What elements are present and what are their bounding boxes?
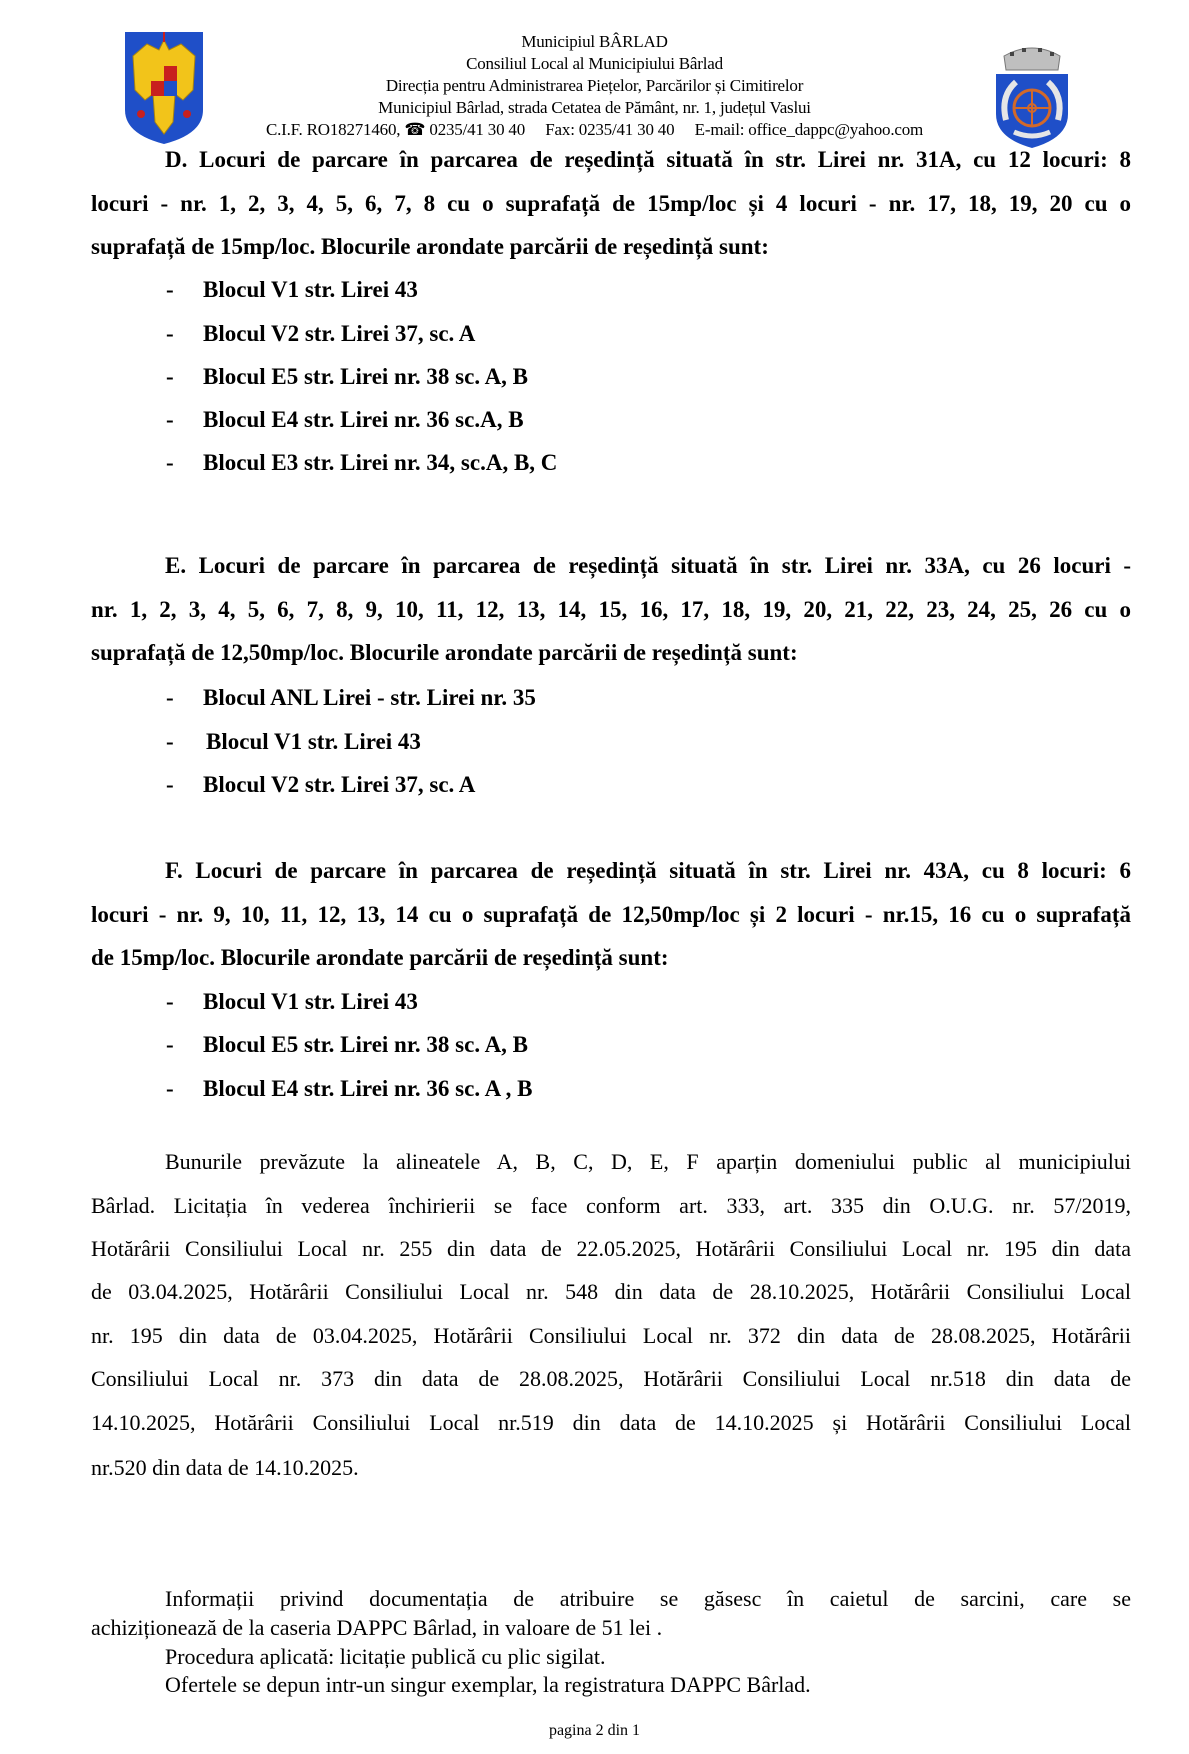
info-line-2: achiziționează de la caseria DAPPC Bârlad, in valoare de 51 lei . — [91, 1615, 663, 1640]
legal-paragraph-line: Hotărârii Consiliului Local nr. 255 din data de 22.05.2025, Hotărârii Consiliului Local nr. 195 din data — [91, 1236, 1131, 1261]
legal-paragraph-line: de 03.04.2025, Hotărârii Consiliului Local nr. 548 din data de 28.10.2025, Hotărârii Consiliului Local — [91, 1279, 1131, 1304]
section-d-line-2: locuri - nr. 1, 2, 3, 4, 5, 6, 7, 8 cu o suprafață de 15mp/loc și 4 locuri - nr. 17, 18, 19, 20 cu o — [91, 191, 1131, 216]
procedure-text: Procedura aplicată: licitație publică cu plic sigilat. — [165, 1644, 606, 1669]
letterhead — [0, 31, 1189, 141]
letterhead-address: Municipiul Bârlad, strada Cetatea de Pământ, nr. 1, județul Vaslui — [378, 98, 811, 117]
legal-paragraph-line: Bunurile prevăzute la alineatele A, B, C, D, E, F aparțin domeniului public al municipiului — [165, 1149, 1131, 1174]
section-e-item: Blocul V2 str. Lirei 37, sc. A — [203, 772, 476, 797]
email-link[interactable]: E-mail: office_dappc@yahoo.com — [694, 120, 924, 139]
letterhead-council: Consiliul Local al Municipiului Bârlad — [466, 54, 723, 73]
section-d-item: Blocul V1 str. Lirei 43 — [203, 277, 418, 302]
legal-paragraph-line: nr.520 din data de 14.10.2025. — [91, 1455, 359, 1480]
fax: Fax: 0235/41 30 40 — [545, 120, 675, 139]
legal-paragraph-line: 14.10.2025, Hotărârii Consiliului Local nr.519 din data de 14.10.2025 și Hotărârii Consiliului Local — [91, 1410, 1131, 1435]
section-d-item: Blocul E4 str. Lirei nr. 36 sc.A, B — [203, 407, 524, 432]
info-line-1: Informații privind documentația de atribuire se găsesc în caietul de sarcini, care se — [165, 1586, 1131, 1611]
offers-text: Ofertele se depun intr-un singur exemplar, la registratura DAPPC Bârlad. — [165, 1672, 811, 1697]
phone: 0235/41 30 40 — [429, 120, 526, 139]
section-f-line-1: F. Locuri de parcare în parcarea de reședință situată în str. Lirei nr. 43A, cu 8 locuri: 6 — [165, 858, 1131, 883]
letterhead-municipality: Municipiul BÂRLAD — [521, 32, 668, 51]
section-f-item: Blocul V1 str. Lirei 43 — [203, 989, 418, 1014]
section-e-line-1: E. Locuri de parcare în parcarea de reședință situată în str. Lirei nr. 33A, cu 26 locuri - — [165, 553, 1131, 578]
letterhead-contacts — [0, 119, 1189, 141]
page-number: pagina 2 din 1 — [548, 1722, 641, 1739]
bullet-dash: - — [166, 407, 174, 432]
bullet-dash: - — [166, 450, 174, 475]
section-f-item: Blocul E4 str. Lirei nr. 36 sc. A , B — [203, 1076, 533, 1101]
section-d-item: Blocul E5 str. Lirei nr. 38 sc. A, B — [203, 364, 529, 389]
bullet-dash: - — [166, 364, 174, 389]
section-f-line-2: locuri - nr. 9, 10, 11, 12, 13, 14 cu o suprafață de 12,50mp/loc și 2 locuri - nr.15, 16 cu o suprafață — [91, 902, 1131, 927]
bullet-dash: - — [166, 1032, 174, 1057]
bullet-dash: - — [166, 729, 174, 754]
bullet-dash: - — [166, 685, 174, 710]
section-d-line-1: D. Locuri de parcare în parcarea de reședință situată în str. Lirei nr. 31A, cu 12 locuri: 8 — [165, 147, 1131, 172]
section-d-item: Blocul E3 str. Lirei nr. 34, sc.A, B, C — [203, 450, 558, 475]
cif: C.I.F. RO18271460, — [265, 120, 401, 139]
section-e-line-2: nr. 1, 2, 3, 4, 5, 6, 7, 8, 9, 10, 11, 12, 13, 14, 15, 16, 17, 18, 19, 20, 21, 22, 23, 24, 25, 26 cu o — [91, 597, 1131, 622]
bullet-dash: - — [166, 277, 174, 302]
section-e-item: Blocul V1 str. Lirei 43 — [206, 729, 421, 754]
section-f-line-3: de 15mp/loc. Blocurile arondate parcării de reședință sunt: — [91, 945, 669, 970]
bullet-dash: - — [166, 989, 174, 1014]
bullet-dash: - — [166, 1076, 174, 1101]
section-d-line-3: suprafață de 15mp/loc. Blocurile arondate parcării de reședință sunt: — [91, 234, 769, 259]
bullet-dash: - — [166, 772, 174, 797]
letterhead-directorate: Direcția pentru Administrarea Piețelor, Parcărilor și Cimitirelor — [385, 76, 804, 95]
section-d-item: Blocul V2 str. Lirei 37, sc. A — [203, 321, 476, 346]
telephone-icon: ☎ — [404, 120, 426, 139]
legal-paragraph-line: Bârlad. Licitația în vederea închirierii se face conform art. 333, art. 335 din O.U.G. nr. 57/2019, — [91, 1193, 1131, 1218]
section-e-item: Blocul ANL Lirei - str. Lirei nr. 35 — [203, 685, 536, 710]
bullet-dash: - — [166, 321, 174, 346]
section-f-item: Blocul E5 str. Lirei nr. 38 sc. A, B — [203, 1032, 529, 1057]
legal-paragraph-line: Consiliului Local nr. 373 din data de 28.08.2025, Hotărârii Consiliului Local nr.518 din data de — [91, 1366, 1131, 1391]
section-e-line-3: suprafață de 12,50mp/loc. Blocurile arondate parcării de reședință sunt: — [91, 640, 798, 665]
legal-paragraph-line: nr. 195 din data de 03.04.2025, Hotărârii Consiliului Local nr. 372 din data de 28.08.2025, Hotărârii — [91, 1323, 1131, 1348]
